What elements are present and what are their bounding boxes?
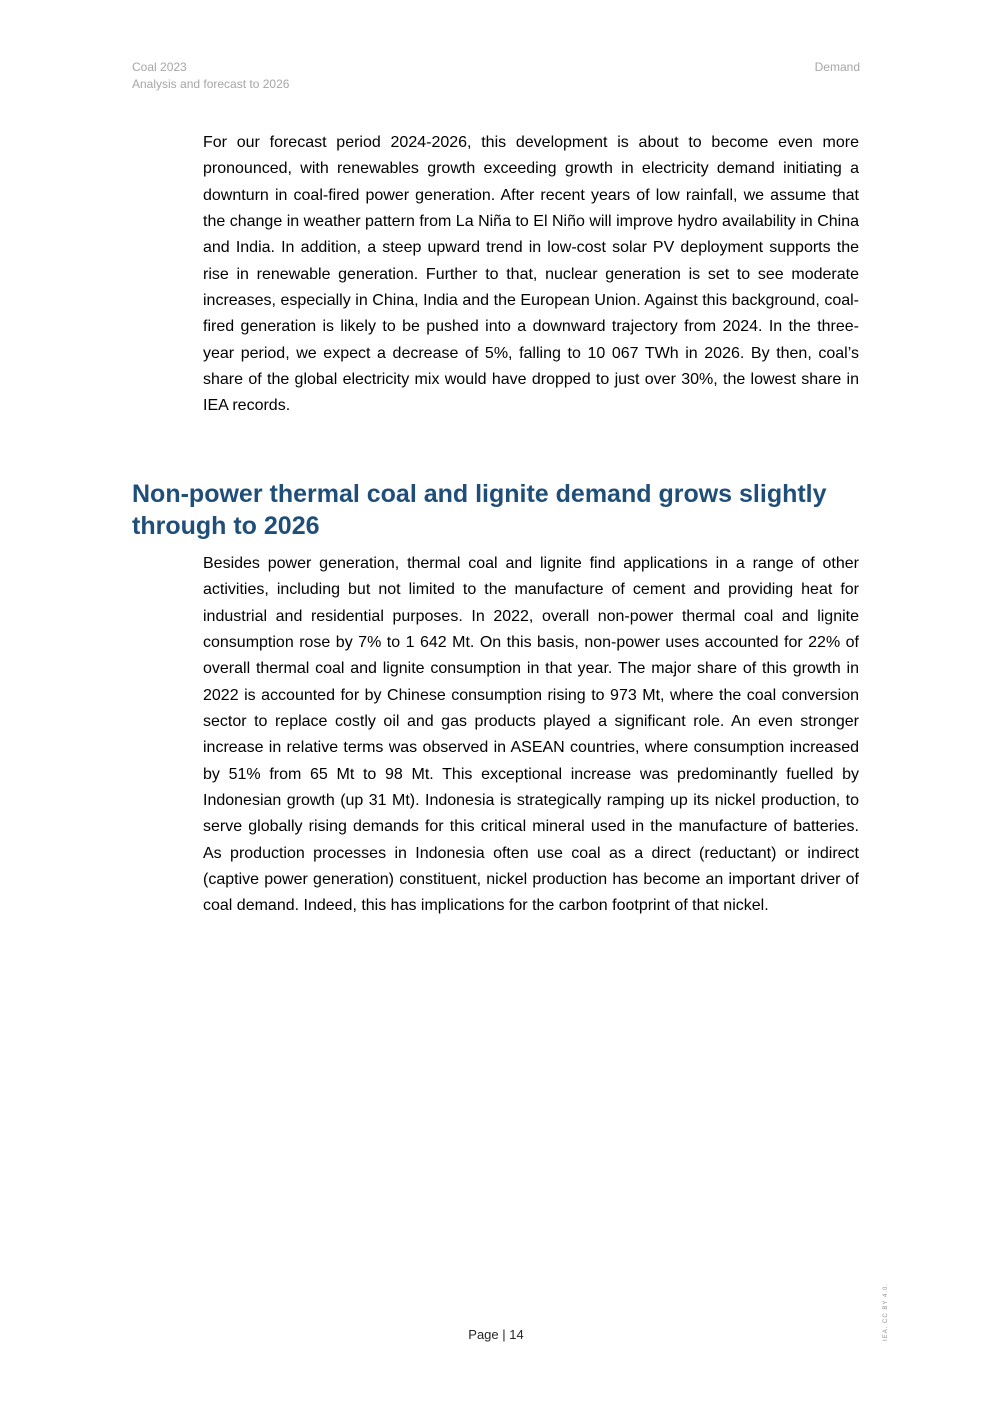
section-name: Demand	[814, 60, 860, 74]
running-header-left	[132, 59, 289, 93]
page-number: Page | 14	[468, 1327, 524, 1342]
report-subtitle: Analysis and forecast to 2026	[132, 77, 290, 91]
section-heading: Non-power thermal coal and lignite demand grows slightly through to 2026	[132, 480, 827, 540]
report-title: Coal 2023	[132, 60, 187, 74]
body-paragraph-non-power: Besides power generation, thermal coal and lignite find applications in a range of other activities, including but not limited to the manufacture of cement and providing heat for industrial and residential purposes. In 2022, overall non-power thermal coal and lignite consumption rose by 7% to 1 642 Mt. On this basis, non-power uses accounted for 22% of overall thermal coal and lignite consumption in that year. The major share of this growth in 2022 is accounted for by Chinese consumption rising to 973 Mt, where the coal conversion sector to replace costly oil and gas products played a significant role. An even stronger increase in relative terms was observed in ASEAN countries, where consumption increased by 51% from 65 Mt to 98 Mt. This exceptional increase was predominantly fuelled by Indonesian growth (up 31 Mt). Indonesia is strategically ramping up its nickel production, to serve globally rising demands for this critical mineral used in the manufacture of batteries. As production processes in Indonesia often use coal as a direct (reductant) or indirect (captive power generation) constituent, nickel production has become an important driver of coal demand. Indeed, this has implications for the carbon footprint of that nickel.	[203, 555, 859, 915]
license-note: IEA. CC BY 4.0.	[883, 1283, 889, 1341]
body-paragraph-forecast: For our forecast period 2024-2026, this development is about to become even more pronounced, with renewables growth exceeding growth in electricity demand initiating a downturn in coal-fired power generation. After recent years of low rainfall, we assume that the change in weather pattern from La Niña to El Niño will improve hydro availability in China and India. In addition, a steep upward trend in low-cost solar PV deployment supports the rise in renewable generation. Further to that, nuclear generation is set to see moderate increases, especially in China, India and the European Union. Against this background, coal-fired generation is likely to be pushed into a downward trajectory from 2024. In the three-year period, we expect a decrease of 5%, falling to 10 067 TWh in 2026. By then, coal’s share of the global electricity mix would have dropped to just over 30%, the lowest share in IEA records.	[203, 134, 859, 415]
